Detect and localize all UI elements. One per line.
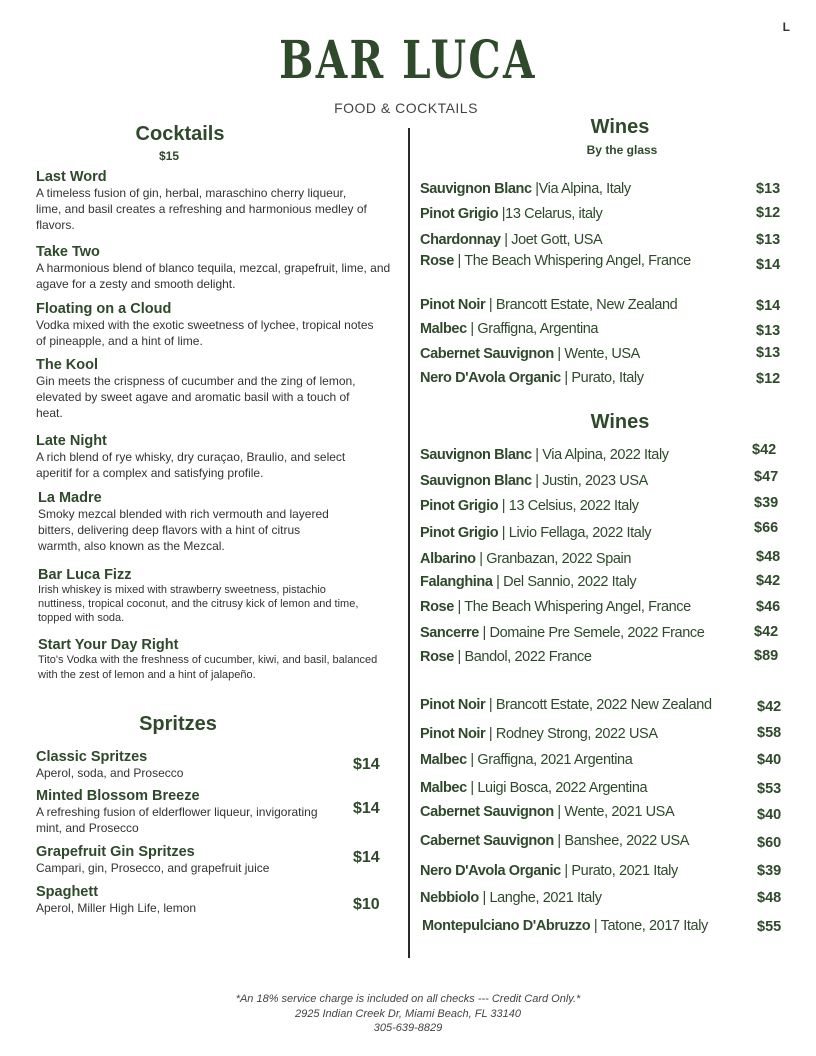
spritz-item (36, 749, 336, 781)
wine-row (420, 599, 691, 615)
wine-price: $12 (756, 371, 781, 387)
spritz-price: $14 (353, 849, 380, 866)
wine-row (420, 346, 640, 362)
wine-separator: | (485, 697, 496, 713)
cocktail-desc: A timeless fusion of gin, herbal, maraschino cherry liqueur, lime, and basil creates a refreshing and harmonious medley of flavors. (36, 186, 367, 232)
wine-detail: Graffigna, 2021 Argentina (477, 752, 633, 768)
wine-separator: | (478, 625, 490, 641)
wine-grape: Nebbiolo (420, 890, 479, 906)
wine-row (420, 232, 602, 248)
wine-row (420, 321, 598, 337)
wine-detail: 13 Celsius, 2022 Italy (508, 498, 639, 514)
wine-grape: Pinot Noir (420, 697, 486, 713)
wine-detail: Luigi Bosca, 2022 Argentina (477, 780, 648, 796)
wine-detail: Granbazan, 2022 Spain (486, 551, 632, 567)
wine-separator: | (475, 551, 487, 567)
wine-detail: Domaine Pre Semele, 2022 France (489, 625, 705, 641)
wines-glass-subtitle: By the glass (586, 143, 658, 157)
wine-separator: | (560, 863, 572, 879)
wine-grape: Nero D'Avola Organic (420, 370, 561, 386)
wine-row (420, 297, 677, 313)
wine-row (420, 498, 639, 514)
wine-row (420, 551, 631, 567)
wine-row (420, 752, 632, 768)
spritz-item (36, 788, 326, 836)
cocktail-desc: Gin meets the crispness of cucumber and the zing of lemon, elevated by sweet agave and aromatic basil with a touch of heat. (36, 374, 356, 420)
wine-separator: | (466, 780, 478, 796)
wine-detail: Livio Fellaga, 2022 Italy (508, 525, 652, 541)
spritz-name: Minted Blossom Breeze (36, 788, 200, 804)
cocktail-name: La Madre (38, 490, 102, 506)
wine-grape: Sancerre (420, 625, 479, 641)
wine-separator: | (531, 181, 539, 197)
footer-address: 2925 Indian Creek Dr, Miami Beach, FL 33140 (294, 1008, 522, 1020)
wine-price: $48 (757, 890, 782, 906)
spritz-price: $14 (353, 800, 380, 817)
wine-row (420, 649, 592, 665)
wine-row (420, 697, 712, 713)
wine-detail: Bandol, 2022 France (464, 649, 592, 665)
cocktail-item (38, 637, 378, 683)
wine-separator: | (553, 833, 565, 849)
wine-price: $47 (754, 469, 779, 485)
footer-note: *An 18% service charge is included on all checks --- Credit Card Only.* (235, 993, 581, 1005)
wine-grape: Falanghina (420, 574, 493, 590)
spritz-name: Grapefruit Gin Spritzes (36, 844, 195, 860)
wine-price: $13 (756, 181, 781, 197)
spritz-desc: Aperol, soda, and Prosecco (36, 766, 184, 780)
footer-phone: 305-639-8829 (373, 1022, 443, 1034)
wine-detail: Wente, USA (564, 346, 640, 362)
wine-detail: Joet Gott, USA (511, 232, 603, 248)
wine-row (420, 726, 658, 742)
brand-logo: BAR LUCA (279, 30, 537, 91)
cocktail-name: Start Your Day Right (38, 637, 179, 653)
cocktail-name: Floating on a Cloud (36, 301, 172, 317)
spritz-desc: A refreshing fusion of elderflower liqueur, invigorating mint, and Prosecco (36, 805, 318, 835)
cocktail-name: Late Night (36, 433, 107, 449)
wine-detail: The Beach Whispering Angel, France (464, 599, 691, 615)
wine-detail: Brancott Estate, 2022 New Zealand (495, 697, 712, 713)
wine-price: $58 (757, 725, 782, 741)
wine-detail: Purato, Italy (571, 370, 644, 386)
cocktail-desc: Tito's Vodka with the freshness of cucumber, kiwi, and basil, balanced with the zest of lemon and a hint of jalapeño. (38, 654, 378, 681)
wine-detail: Purato, 2021 Italy (571, 863, 678, 879)
wine-grape: Rose (420, 649, 454, 665)
spritz-desc: Aperol, Miller High Life, lemon (36, 901, 197, 915)
wine-row (420, 370, 644, 386)
wine-separator: | (453, 649, 465, 665)
wine-price: $46 (756, 599, 781, 615)
wine-detail: Rodney Strong, 2022 USA (495, 726, 658, 742)
wine-grape: Sauvignon Blanc (420, 473, 532, 489)
wine-grape: Pinot Noir (420, 726, 486, 742)
wine-price: $42 (752, 442, 777, 458)
wine-grape: Pinot Grigio (420, 498, 499, 514)
wine-detail: Brancott Estate, New Zealand (495, 297, 678, 313)
cocktail-item (38, 490, 338, 554)
wine-separator: | (485, 297, 496, 313)
wine-grape: Malbec (420, 752, 467, 768)
cocktail-item (36, 433, 366, 481)
wine-row (420, 780, 647, 796)
wine-separator: | (478, 890, 490, 906)
wine-detail: Via Alpina, 2022 Italy (542, 447, 669, 463)
wine-price: $55 (757, 919, 782, 935)
wine-row (420, 863, 678, 879)
wine-grape: Sauvignon Blanc (420, 447, 532, 463)
wine-detail: 13 Celarus, italy (505, 206, 603, 222)
wine-separator: | (466, 321, 478, 337)
cocktail-name: Take Two (36, 244, 100, 260)
wine-price: $48 (756, 549, 781, 565)
wines-bottle-title: Wines (590, 411, 650, 433)
wine-separator: | (531, 473, 543, 489)
wine-grape: Cabernet Sauvignon (420, 804, 554, 820)
wine-price: $42 (757, 699, 782, 715)
cocktail-item (36, 244, 416, 292)
wine-grape: Albarino (420, 551, 476, 567)
wine-row (420, 890, 602, 906)
wine-separator: | (485, 726, 496, 742)
wine-grape: Cabernet Sauvignon (420, 346, 554, 362)
cocktail-item (36, 169, 371, 233)
wine-row (420, 181, 631, 197)
wine-grape: Pinot Grigio (420, 206, 499, 222)
wine-separator: | (498, 525, 509, 541)
wine-row (420, 447, 669, 463)
wine-row (420, 206, 602, 222)
wine-detail: Del Sannio, 2022 Italy (503, 574, 637, 590)
cocktail-item (36, 301, 376, 349)
wine-grape: Montepulciano D'Abruzzo (422, 918, 591, 934)
wine-price: $53 (757, 781, 782, 797)
wine-grape: Chardonnay (420, 232, 501, 248)
wine-separator: | (531, 447, 543, 463)
corner-letter: L (782, 20, 790, 34)
wine-grape: Nero D'Avola Organic (420, 863, 561, 879)
wine-separator: | (553, 346, 565, 362)
wine-detail: Wente, 2021 USA (564, 804, 675, 820)
wine-detail: Tatone, 2017 Italy (600, 918, 708, 934)
cocktail-name: Last Word (36, 169, 107, 185)
wine-grape: Rose (420, 253, 454, 269)
wine-grape: Malbec (420, 321, 467, 337)
wine-separator: | (553, 804, 565, 820)
wine-price: $60 (757, 835, 782, 851)
wine-detail: Justin, 2023 USA (542, 473, 648, 489)
wine-separator: | (498, 206, 506, 222)
wine-price: $13 (756, 232, 781, 248)
wine-separator: | (560, 370, 572, 386)
wine-price: $13 (756, 323, 781, 339)
spritz-name: Classic Spritzes (36, 749, 148, 765)
wine-row (420, 574, 636, 590)
wine-separator: | (453, 253, 465, 269)
cocktail-item (36, 357, 366, 421)
wine-detail: Via Alpina, Italy (538, 181, 631, 197)
wine-price: $14 (756, 257, 781, 273)
wine-separator: | (500, 232, 512, 248)
wine-separator: | (453, 599, 465, 615)
wine-separator: | (492, 574, 504, 590)
wine-detail: Langhe, 2021 Italy (489, 890, 602, 906)
cocktail-item (38, 567, 373, 625)
spritz-item (36, 844, 336, 876)
wine-grape: Pinot Noir (420, 297, 486, 313)
cocktail-desc: Vodka mixed with the exotic sweetness of lychee, tropical notes of pineapple, and a hint of lime. (36, 318, 374, 348)
wine-grape: Pinot Grigio (420, 525, 499, 541)
wine-row (420, 525, 651, 541)
cocktails-price: $15 (158, 149, 180, 163)
wine-price: $39 (754, 495, 779, 511)
spritzes-title: Spritzes (139, 713, 217, 735)
wine-price: $14 (756, 298, 781, 314)
wine-grape: Malbec (420, 780, 467, 796)
wine-price: $13 (756, 345, 781, 361)
wine-price: $66 (754, 520, 779, 536)
spritz-item (36, 884, 336, 916)
wine-separator: | (498, 498, 509, 514)
cocktail-name: Bar Luca Fizz (38, 567, 132, 583)
wine-row (420, 804, 674, 820)
wine-grape: Cabernet Sauvignon (420, 833, 554, 849)
spritz-name: Spaghett (36, 884, 99, 900)
wine-row (420, 625, 704, 641)
wine-price: $40 (757, 752, 782, 768)
wine-price: $39 (757, 863, 782, 879)
wine-row (420, 833, 689, 849)
cocktail-desc: Smoky mezcal blended with rich vermouth and layered bitters, delivering deep flavors with a hint of citrus warmth, also known as the Mezcal. (38, 507, 329, 553)
cocktail-desc: Irish whiskey is mixed with strawberry sweetness, pistachio nuttiness, tropical coconut, and the citrusy kick of lemon and time, topped with soda. (38, 584, 359, 624)
wine-price: $42 (756, 573, 781, 589)
wine-detail: Graffigna, Argentina (477, 321, 599, 337)
wine-grape: Rose (420, 599, 454, 615)
wine-detail: Banshee, 2022 USA (564, 833, 690, 849)
wine-price: $12 (756, 205, 781, 221)
wine-detail: The Beach Whispering Angel, France (464, 253, 691, 269)
cocktail-desc: A harmonious blend of blanco tequila, mezcal, grapefruit, lime, and agave for a zesty and smooth delight. (36, 261, 391, 291)
wine-price: $40 (757, 807, 782, 823)
wine-price: $89 (754, 648, 779, 664)
wine-separator: | (590, 918, 601, 934)
cocktail-desc: A rich blend of rye whisky, dry curaçao, Braulio, and select aperitif for a complex and satisfying profile. (36, 450, 346, 480)
wines-glass-title: Wines (590, 116, 650, 138)
spritz-price: $10 (353, 896, 380, 913)
spritz-price: $14 (353, 756, 380, 773)
spritz-desc: Campari, gin, Prosecco, and grapefruit juice (36, 861, 270, 875)
wine-price: $42 (754, 624, 779, 640)
wine-row (420, 473, 648, 489)
wine-row (422, 918, 708, 934)
cocktail-name: The Kool (36, 357, 99, 373)
brand-subtitle: FOOD & COCKTAILS (334, 100, 478, 116)
cocktails-title: Cocktails (135, 123, 225, 145)
wine-separator: | (466, 752, 478, 768)
wine-row (420, 253, 691, 269)
wine-grape: Sauvignon Blanc (420, 181, 532, 197)
